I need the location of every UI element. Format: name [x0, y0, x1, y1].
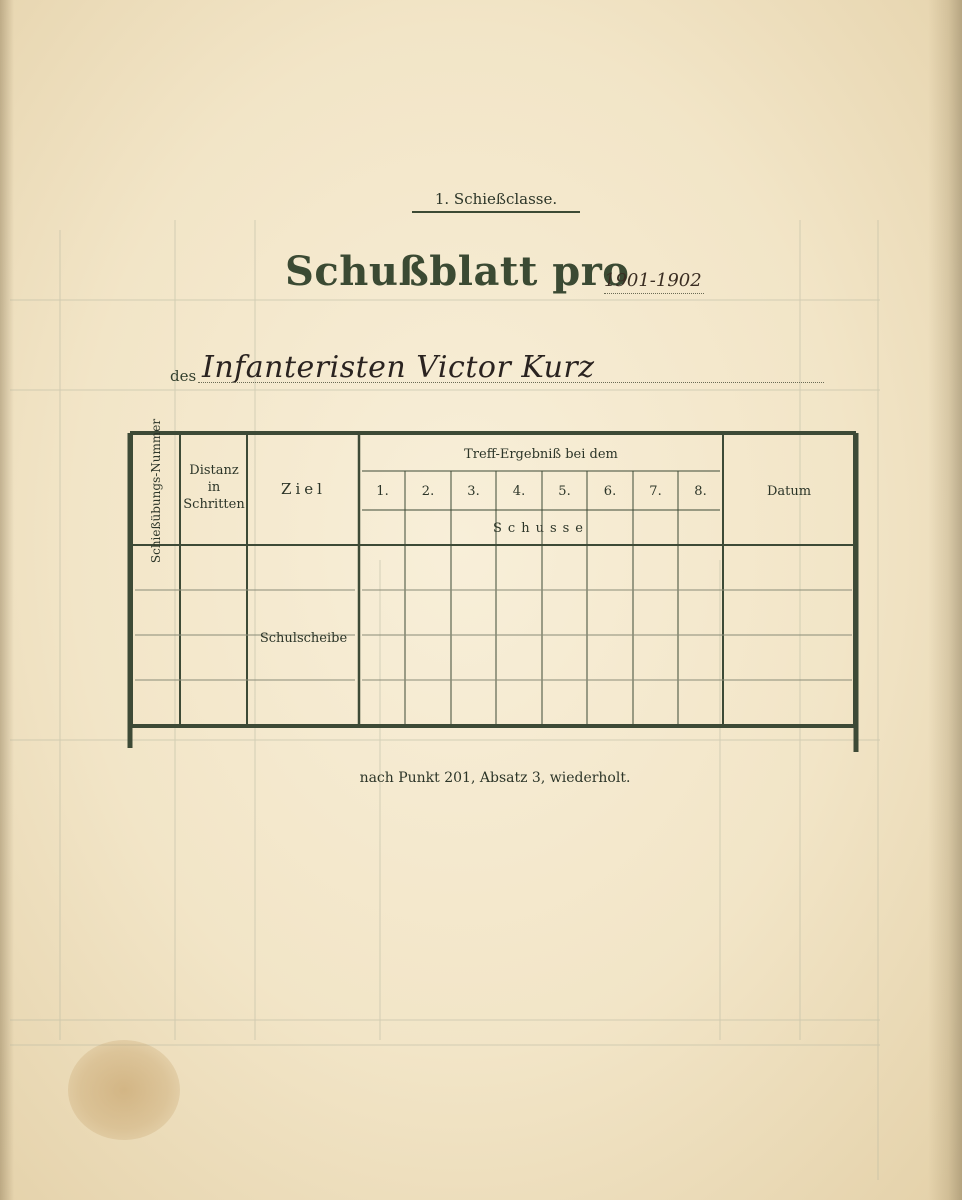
col-header-target: Ziel: [281, 480, 326, 498]
shot-number-7: 7.: [649, 484, 662, 499]
shot-number-5: 5.: [558, 484, 571, 499]
footer-note: nach Punkt 201, Absatz 3, wiederholt.: [359, 770, 631, 786]
shot-number-4: 4.: [512, 484, 526, 499]
des-label: des: [170, 367, 197, 385]
shot-number-1: 1.: [376, 484, 389, 499]
shot-number-3: 3.: [467, 484, 480, 499]
shot-number-6: 6.: [603, 484, 617, 499]
col-header-distance: Distanz in Schritten: [183, 463, 245, 512]
shots-label: Schusse: [493, 521, 589, 536]
shot-number-8: 8.: [694, 484, 707, 499]
col-header-date: Datum: [766, 484, 812, 499]
col-header-hits: Treff-Ergebniß bei dem: [464, 447, 618, 462]
handwritten-name: Infanteristen Victor Kurz: [202, 350, 595, 385]
handwritten-year: 1901-1902: [604, 270, 702, 291]
page-title: Schußblatt pro: [285, 248, 630, 295]
target-value-cell: Schulscheibe: [259, 631, 348, 646]
shooting-class-label: 1. Schießclasse.: [434, 190, 558, 208]
shot-number-2: 2.: [421, 484, 435, 499]
col-header-exercise-number: Schießübungs-Nummer: [149, 418, 163, 564]
